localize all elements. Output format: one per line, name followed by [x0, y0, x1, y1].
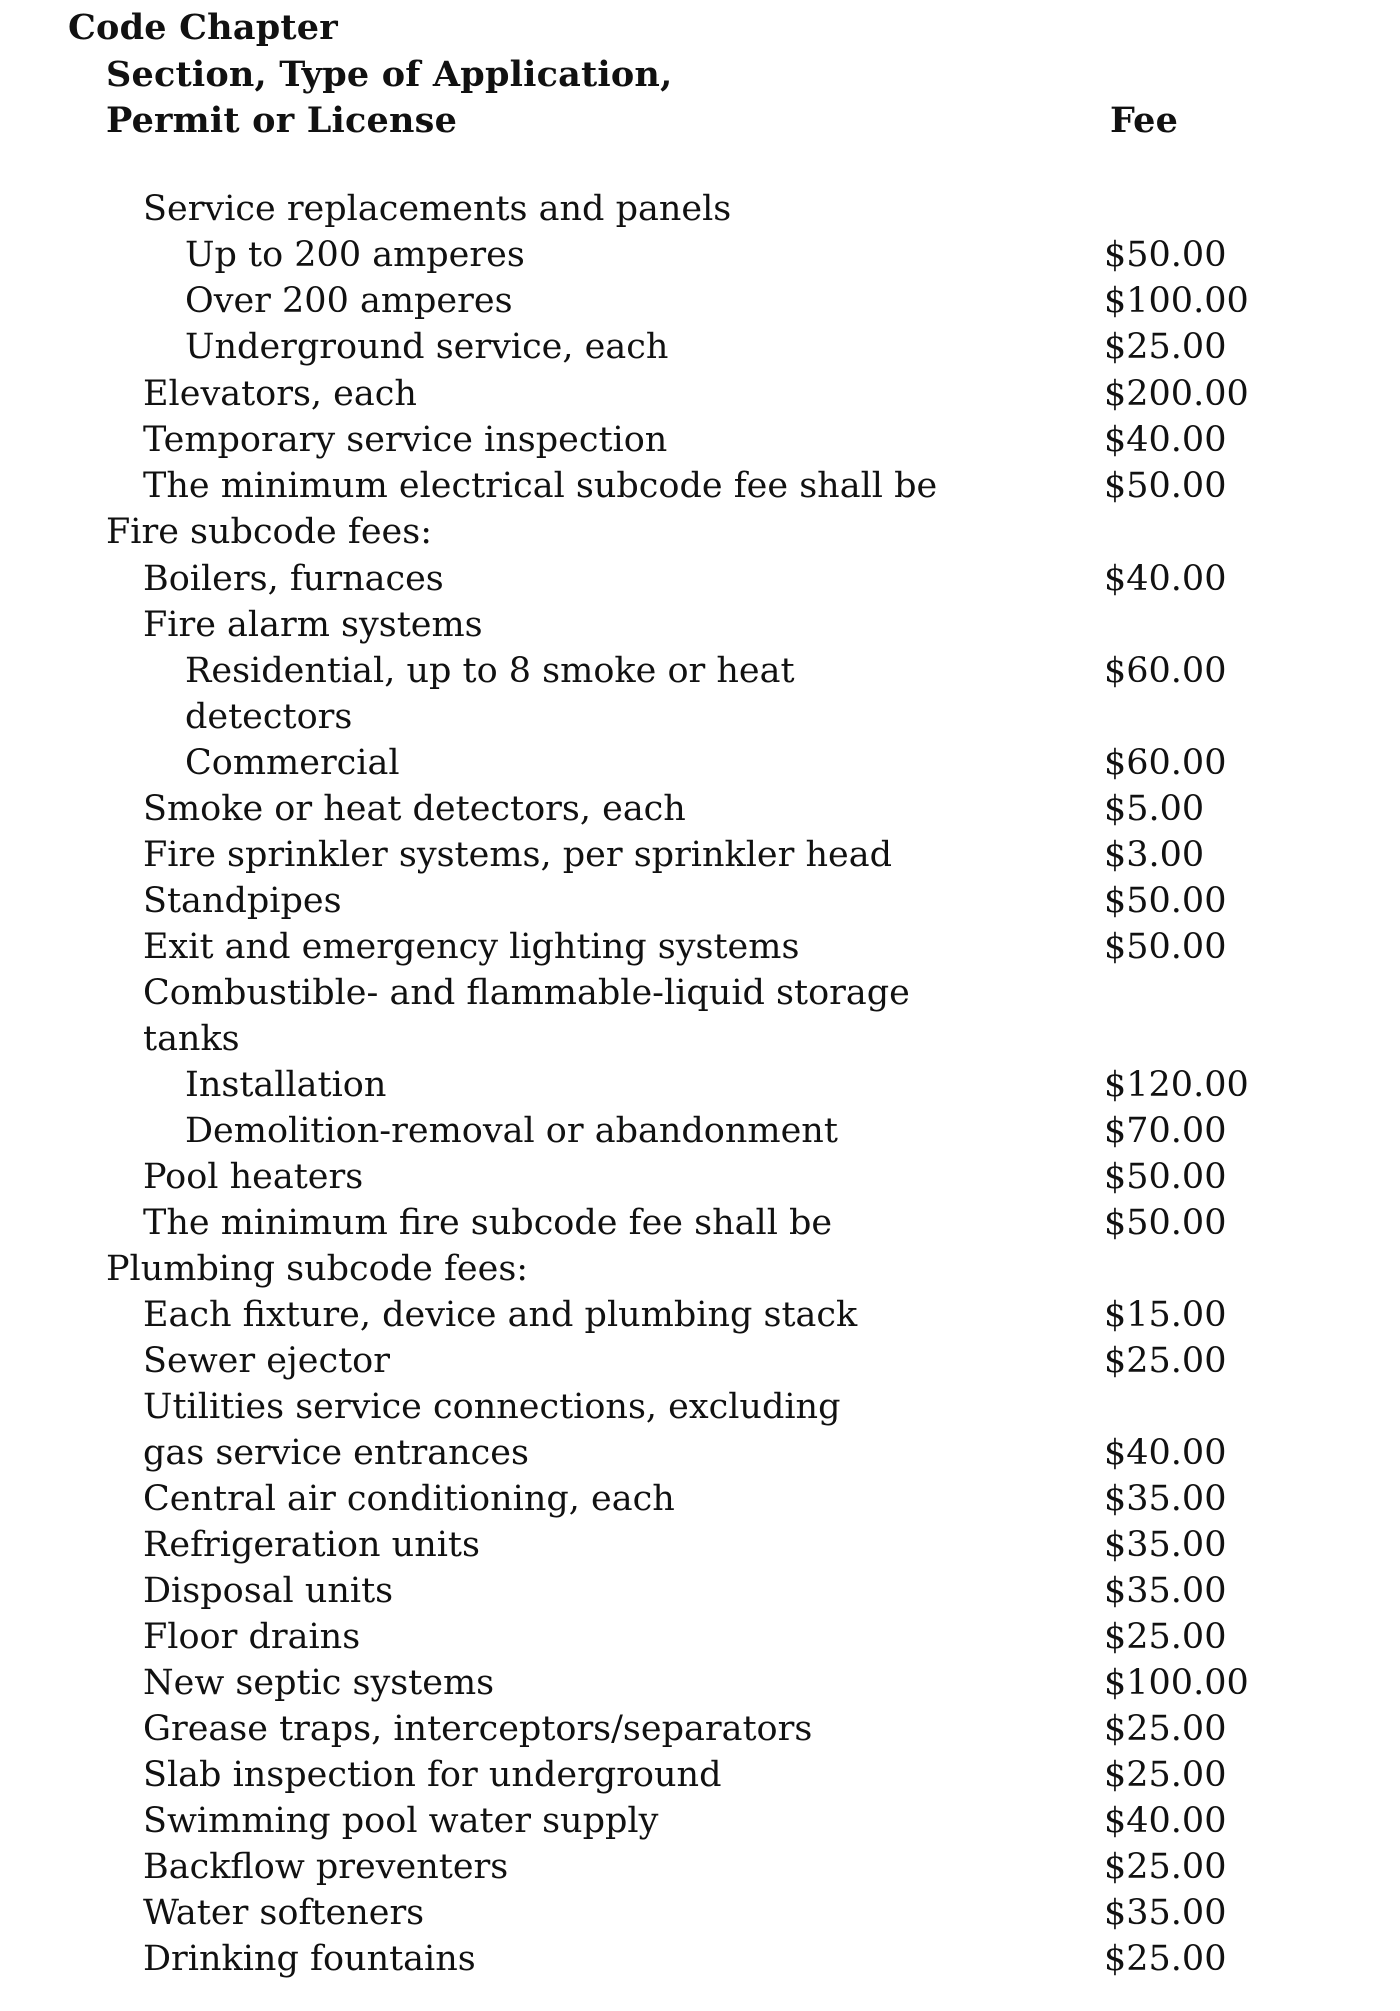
row-label: Disposal units [143, 1571, 394, 1611]
fee-row [0, 419, 1400, 461]
row-label: Fire sprinkler systems, per sprinkler head [143, 835, 893, 875]
row-label: detectors [185, 697, 353, 737]
row-fee: $35.00 [1104, 1525, 1227, 1565]
fee-row [0, 1708, 1400, 1750]
row-fee: $40.00 [1104, 1433, 1227, 1473]
fee-row [0, 1156, 1400, 1198]
row-fee: $200.00 [1104, 374, 1249, 414]
fee-row [0, 1616, 1400, 1658]
row-label: New septic systems [143, 1663, 495, 1703]
header-section-type: Section, Type of Application, [106, 54, 673, 95]
row-fee: $100.00 [1104, 1663, 1249, 1703]
row-label: Service replacements and panels [143, 189, 732, 229]
row-fee: $35.00 [1104, 1479, 1227, 1519]
row-label: Slab inspection for underground [143, 1755, 722, 1795]
row-label: Demolition-removal or abandonment [185, 1111, 838, 1151]
row-label: Installation [185, 1065, 387, 1105]
row-fee: $25.00 [1104, 1341, 1227, 1381]
fee-row [0, 1524, 1400, 1566]
row-label: Backflow preventers [143, 1847, 509, 1887]
row-label: Plumbing subcode fees: [106, 1249, 529, 1289]
fee-row [0, 1800, 1400, 1842]
row-fee: $50.00 [1104, 235, 1227, 275]
fee-row [0, 1248, 1400, 1290]
row-label: Fire alarm systems [143, 605, 483, 645]
fee-row [0, 926, 1400, 968]
row-label: Smoke or heat detectors, each [143, 789, 686, 829]
header-permit-license: Permit or License [106, 100, 458, 141]
row-fee: $40.00 [1104, 559, 1227, 599]
row-fee: $35.00 [1104, 1571, 1227, 1611]
row-label: Commercial [185, 743, 400, 783]
fee-row [0, 1478, 1400, 1520]
row-label: Over 200 amperes [185, 281, 513, 321]
row-label: Each fixture, device and plumbing stack [143, 1295, 858, 1335]
fee-row [0, 1064, 1400, 1106]
row-label: Pool heaters [143, 1157, 364, 1197]
row-label: Standpipes [143, 881, 342, 921]
fee-row [0, 880, 1400, 922]
row-fee: $50.00 [1104, 1157, 1227, 1197]
row-fee: $15.00 [1104, 1295, 1227, 1335]
fee-row [0, 465, 1400, 507]
row-fee: $40.00 [1104, 1801, 1227, 1841]
row-fee: $50.00 [1104, 881, 1227, 921]
fee-row [0, 834, 1400, 876]
fee-row [0, 373, 1400, 415]
fee-row [0, 1662, 1400, 1704]
row-label: Elevators, each [143, 374, 417, 414]
row-fee: $70.00 [1104, 1111, 1227, 1151]
fee-row [0, 1754, 1400, 1796]
row-fee: $25.00 [1104, 1755, 1227, 1795]
fee-row [0, 788, 1400, 830]
fee-row [0, 604, 1400, 646]
fee-row [0, 188, 1400, 230]
fee-row [0, 1340, 1400, 1382]
row-fee: $60.00 [1104, 743, 1227, 783]
row-label: Sewer ejector [143, 1341, 390, 1381]
row-label: Exit and emergency lighting systems [143, 927, 800, 967]
row-label: Residential, up to 8 smoke or heat [185, 651, 795, 691]
fee-row [0, 1938, 1400, 1980]
fee-row [0, 511, 1400, 553]
row-label: Water softeners [143, 1893, 425, 1933]
row-label: Floor drains [143, 1617, 361, 1657]
fee-row [0, 696, 1400, 738]
row-fee: $25.00 [1104, 1709, 1227, 1749]
row-fee: $50.00 [1104, 927, 1227, 967]
row-label: Temporary service inspection [143, 420, 668, 460]
fee-row [0, 1018, 1400, 1060]
row-label: Fire subcode fees: [106, 512, 433, 552]
row-fee: $3.00 [1104, 835, 1205, 875]
fee-row [0, 650, 1400, 692]
row-label: The minimum electrical subcode fee shall be [143, 466, 938, 506]
row-fee: $25.00 [1104, 327, 1227, 367]
row-label: gas service entrances [143, 1433, 529, 1473]
row-label: Underground service, each [185, 327, 669, 367]
row-label: Swimming pool water supply [143, 1801, 659, 1841]
fee-row [0, 1110, 1400, 1152]
fee-row [0, 1432, 1400, 1474]
row-fee: $25.00 [1104, 1939, 1227, 1979]
fee-row [0, 972, 1400, 1014]
row-fee: $35.00 [1104, 1893, 1227, 1933]
row-label: Up to 200 amperes [185, 235, 525, 275]
header-fee: Fee [1110, 100, 1179, 141]
row-fee: $40.00 [1104, 420, 1227, 460]
fee-row [0, 1202, 1400, 1244]
row-fee: $50.00 [1104, 1203, 1227, 1243]
row-label: Refrigeration units [143, 1525, 480, 1565]
fee-row [0, 1846, 1400, 1888]
row-label: Central air conditioning, each [143, 1479, 675, 1519]
row-fee: $5.00 [1104, 789, 1205, 829]
fee-row [0, 1294, 1400, 1336]
row-label: Grease traps, interceptors/separators [143, 1709, 813, 1749]
fee-row [0, 1386, 1400, 1428]
row-fee: $100.00 [1104, 281, 1249, 321]
row-label: Drinking fountains [143, 1939, 476, 1979]
row-fee: $60.00 [1104, 651, 1227, 691]
header-code-chapter: Code Chapter [68, 7, 338, 48]
row-label: Combustible- and flammable-liquid storage [143, 973, 910, 1013]
fee-row [0, 280, 1400, 322]
fee-row [0, 1570, 1400, 1612]
row-label: Boilers, furnaces [143, 559, 444, 599]
fee-row [0, 742, 1400, 784]
fee-row [0, 234, 1400, 276]
row-fee: $25.00 [1104, 1847, 1227, 1887]
fee-row [0, 558, 1400, 600]
row-fee: $120.00 [1104, 1065, 1249, 1105]
fee-row [0, 1892, 1400, 1934]
row-label: Utilities service connections, excluding [143, 1387, 841, 1427]
row-fee: $25.00 [1104, 1617, 1227, 1657]
row-label: The minimum fire subcode fee shall be [143, 1203, 833, 1243]
row-label: tanks [143, 1019, 240, 1059]
row-fee: $50.00 [1104, 466, 1227, 506]
fee-row [0, 326, 1400, 368]
